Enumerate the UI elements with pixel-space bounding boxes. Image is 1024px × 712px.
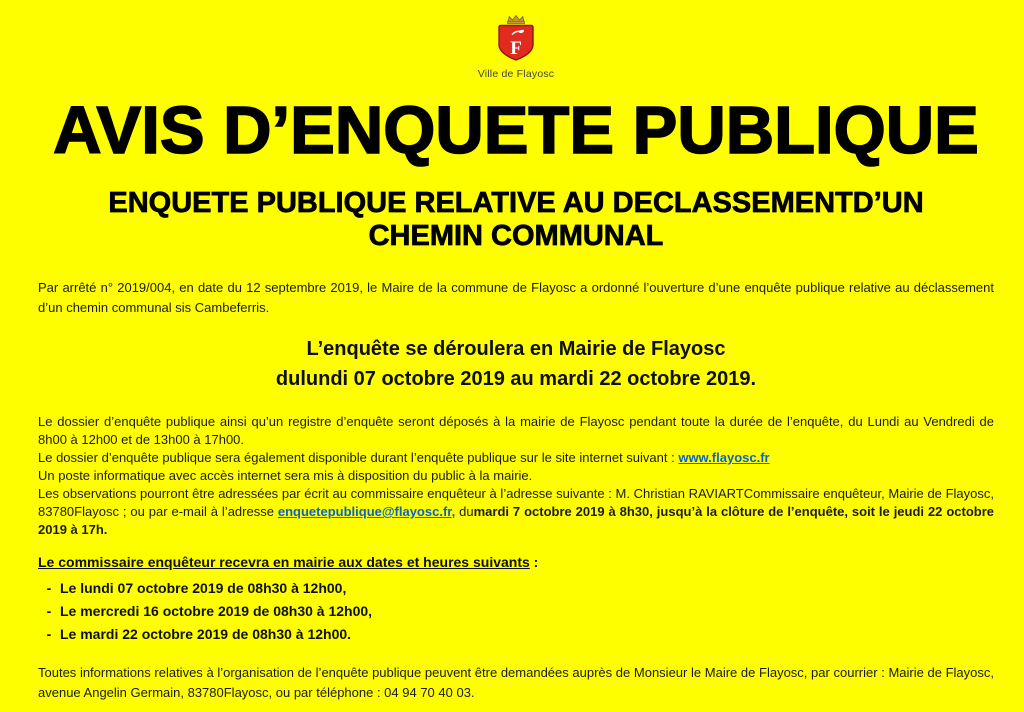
schedule-item (38, 600, 994, 623)
crest-letter: F (510, 38, 522, 59)
details-paragraph-dossier-text: Le dossier d’enquête publique ainsi qu’un registre d’enquête seront déposés à la mairie de Flayosc pendant toute la durée de l’enquête, du Lundi au Vendredi de 8h00 à 12h00 et de 13h00 à 17h00. (38, 414, 994, 447)
schedule-item-text: Le lundi 07 octobre 2019 de 08h30 à 12h00, (60, 580, 347, 596)
details-paragraph-dossier (38, 413, 994, 449)
city-crest-logo (38, 12, 994, 81)
dash-bullet-icon: - (46, 626, 52, 642)
page-title: AVIS D’ENQUETE PUBLIQUE (53, 93, 979, 168)
schedule-item-text: Le mardi 22 octobre 2019 de 08h30 à 12h00. (60, 626, 352, 642)
details-paragraph-observations (38, 485, 994, 539)
flayosc-crest-icon (493, 12, 539, 68)
footer-paragraph: Toutes informations relatives à l’organisation de l’enquête publique peuvent être demandées auprès de Monsieur le Maire de Flayosc, par courrier : Mairie de Flayosc, avenue Angelin Germain, 83780Flayosc, ou par téléphone : 04 94 70 40 03. (38, 665, 994, 700)
details-observations-text: Les observations pourront être adressées par écrit au commissaire enquêteur à l’adresse suivante : M. Christian RAVIARTCommissaire enquêteur, Mairie de Flayosc, 83780Flayosc ; ou par e-mail à l’adresse (38, 486, 994, 519)
dash-bullet-icon: - (46, 603, 52, 619)
dash-bullet-icon: - (46, 580, 52, 596)
subtitle-line-1: ENQUETE PUBLIQUE RELATIVE AU DECLASSEMENTD’UN (108, 187, 924, 219)
enquiry-dates-heading (38, 334, 994, 394)
schedule-list (38, 577, 994, 646)
details-website-text: Le dossier d’enquête publique sera également disponible durant l’enquête publique sur le site internet suivant : (38, 450, 679, 465)
schedule-heading-text: Le commissaire enquêteur recevra en mairie aux dates et heures suivants (38, 554, 530, 570)
details-observations-mid: du (455, 504, 474, 519)
email-link[interactable]: enquetepublique@flayosc.fr, (277, 504, 456, 519)
intro-paragraph: Par arrêté n° 2019/004, en date du 12 septembre 2019, le Maire de la commune de Flayosc a ordonné l’ouverture d’une enquête publique relative au déclassement d’un chemin communal sis Cambeferris. (38, 280, 994, 315)
details-block (38, 413, 994, 539)
schedule-heading (38, 554, 994, 570)
website-link[interactable]: www.flayosc.fr (678, 450, 770, 465)
details-paragraph-website (38, 449, 994, 467)
schedule-item (38, 623, 994, 646)
details-observations-bold: mardi 7 octobre 2019 à 8h30, jusqu’à la clôture de l’enquête, soit le jeudi 22 octobre 2019 à 17h. (38, 504, 994, 537)
schedule-item-text: Le mercredi 16 octobre 2019 de 08h30 à 12h00, (60, 603, 373, 619)
details-paragraph-poste (38, 467, 994, 485)
schedule-heading-colon: : (529, 554, 539, 570)
enquiry-dates-line-1: L’enquête se déroulera en Mairie de Flayosc (306, 338, 726, 360)
details-poste-text: Un poste informatique avec accès internet sera mis à disposition du public à la mairie. (38, 468, 533, 483)
schedule-block (38, 554, 994, 646)
page-subtitle (38, 187, 994, 253)
schedule-item (38, 577, 994, 600)
logo-caption: Ville de Flayosc (477, 68, 555, 80)
enquiry-dates-line-2: dulundi 07 octobre 2019 au mardi 22 octobre 2019. (275, 368, 757, 390)
crest-crown-band (508, 21, 525, 24)
subtitle-line-2: CHEMIN COMMUNAL (368, 220, 664, 252)
